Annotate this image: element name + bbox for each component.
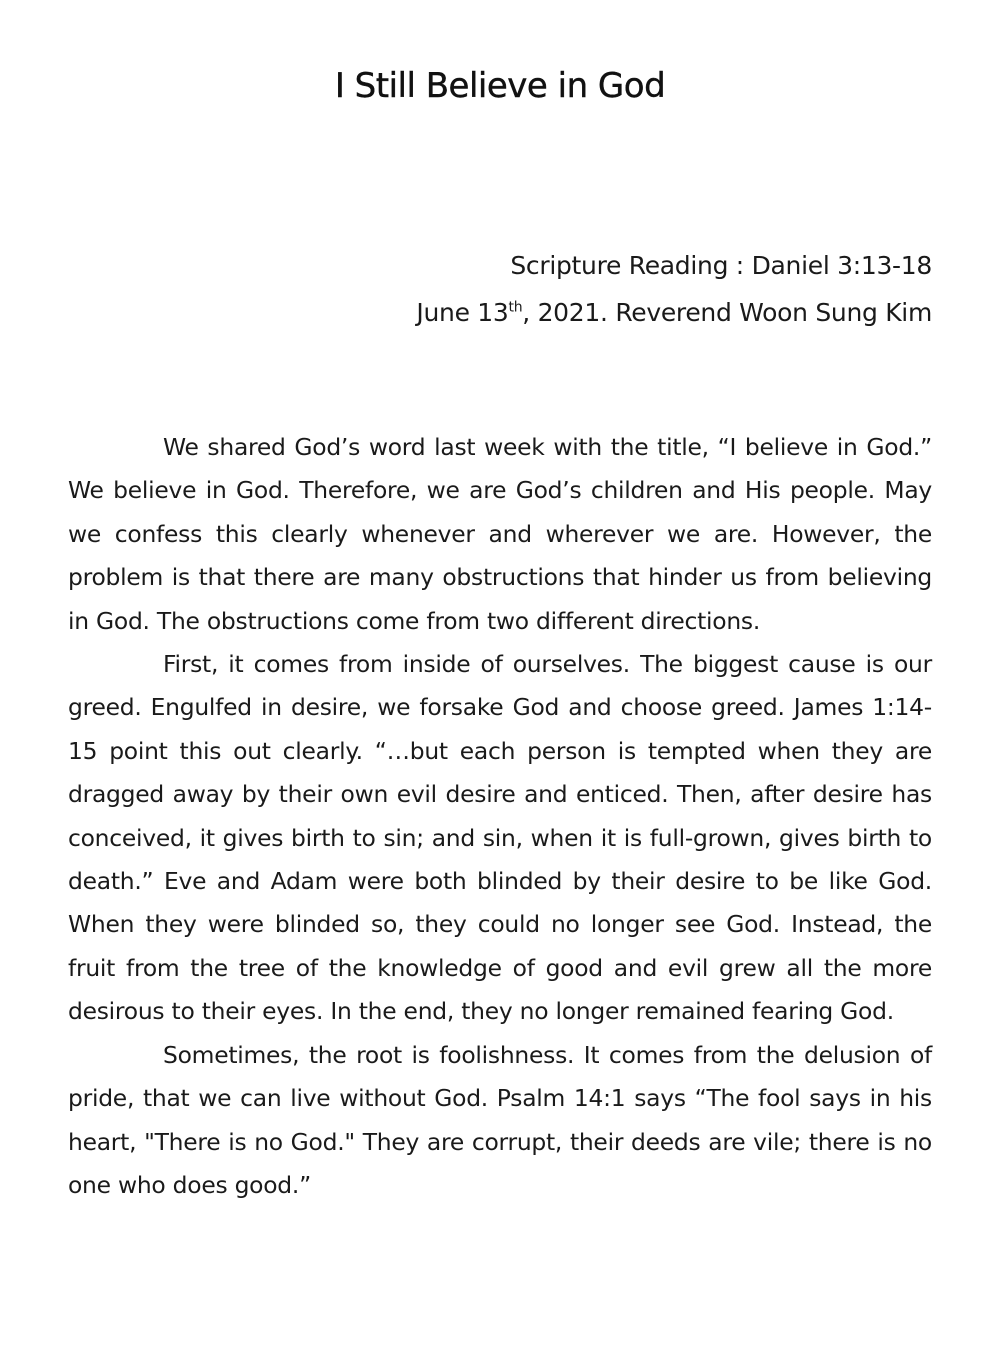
- page-title: I Still Believe in God: [334, 66, 666, 106]
- paragraph: We shared God’s word last week with the title, “I believe in God.” We believe in God. Therefore, we are God’s children and His people. May we confess this clearly whenever and wherever we are. However, the problem is that there are many obstructions that hinder us from believing in God. The obstructions come from two different directions.: [68, 433, 932, 635]
- scripture-reference: Daniel 3:13-18: [751, 251, 932, 280]
- scripture-line: [416, 242, 932, 289]
- paragraph: Sometimes, the root is foolishness. It comes from the delusion of pride, that we can live without God. Psalm 14:1 says “The fool says in his heart, "There is no God." They are corrupt, their deeds are vile; there is no one who does good.”: [68, 1040, 932, 1199]
- sermon-date-suffix: th: [508, 299, 523, 316]
- scripture-separator: :: [735, 251, 744, 280]
- date-preacher-line: [416, 289, 932, 336]
- sermon-meta: [416, 242, 932, 336]
- sermon-date-rest: , 2021.: [522, 298, 608, 327]
- preacher-name: Reverend Woon Sung Kim: [615, 298, 932, 327]
- sermon-body: [68, 426, 932, 1207]
- paragraph: First, it comes from inside of ourselves. The biggest cause is our greed. Engulfed in desire, we forsake God and choose greed. James 1:14-15 point this out clearly. “…but each person is tempted when they are dragged away by their own evil desire and enticed. Then, after desire has conceived, it gives birth to sin; and sin, when it is full-grown, gives birth to death.” Eve and Adam were both blinded by their desire to be like God. When they were blinded so, they could no longer see God. Instead, the fruit from the tree of the knowledge of good and evil grew all the more desirous to their eyes. In the end, they no longer remained fearing God.: [68, 650, 932, 1026]
- scripture-label: Scripture Reading: [510, 251, 729, 280]
- sermon-date-prefix: June 13: [416, 298, 509, 327]
